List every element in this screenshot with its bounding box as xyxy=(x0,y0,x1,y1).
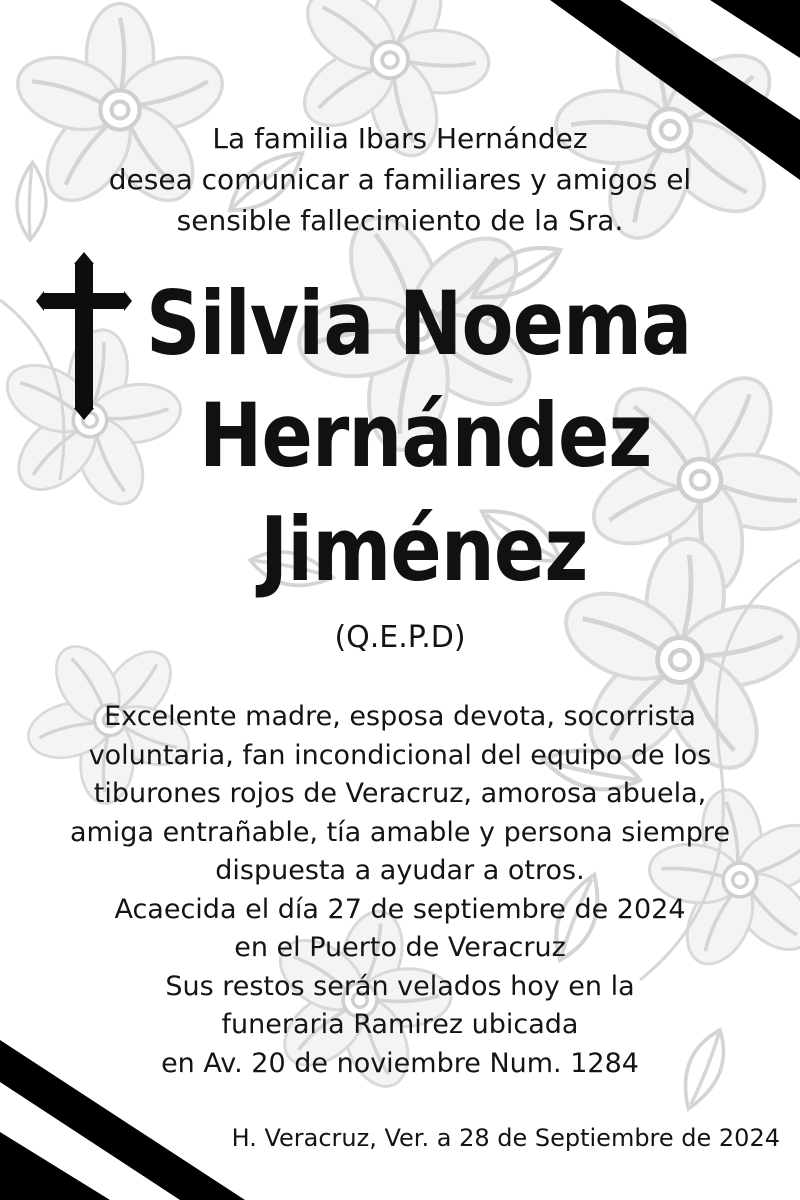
body-line: funeraria Ramirez ubicada xyxy=(221,1009,579,1040)
deceased-name-line-1: Silvia Noema xyxy=(146,272,692,375)
intro-text xyxy=(0,118,800,241)
deceased-name-line-3: Jiménez xyxy=(260,498,588,601)
intro-line: sensible fallecimiento de la Sra. xyxy=(176,204,624,237)
body-line: voluntaria, fan incondicional del equipo de los xyxy=(88,739,712,771)
body-line: Acaecida el día 27 de septiembre de 2024 xyxy=(114,893,686,925)
body-line: Excelente madre, esposa devota, socorrista xyxy=(104,701,696,732)
body-line: en Av. 20 de noviembre Num. 1284 xyxy=(161,1047,639,1079)
obituary-body xyxy=(0,698,800,1083)
body-line: tiburones rojos de Veracruz, amorosa abuela, xyxy=(93,778,707,809)
qepd-label: (Q.E.P.D) xyxy=(334,620,466,655)
body-line: dispuesta a ayudar a otros. xyxy=(215,855,585,886)
latin-cross-icon xyxy=(36,252,132,420)
body-line: en el Puerto de Veracruz xyxy=(234,932,566,963)
body-line: Sus restos serán velados hoy en la xyxy=(165,970,635,1002)
body-line: amiga entrañable, tía amable y persona siempre xyxy=(69,816,731,848)
place-and-date: H. Veracruz, Ver. a 28 de Septiembre de 2024 xyxy=(231,1124,780,1152)
intro-line: desea comunicar a familiares y amigos el xyxy=(108,163,692,196)
deceased-name-line-2: Hernández xyxy=(199,384,652,487)
intro-line: La familia Ibars Hernández xyxy=(212,122,588,155)
